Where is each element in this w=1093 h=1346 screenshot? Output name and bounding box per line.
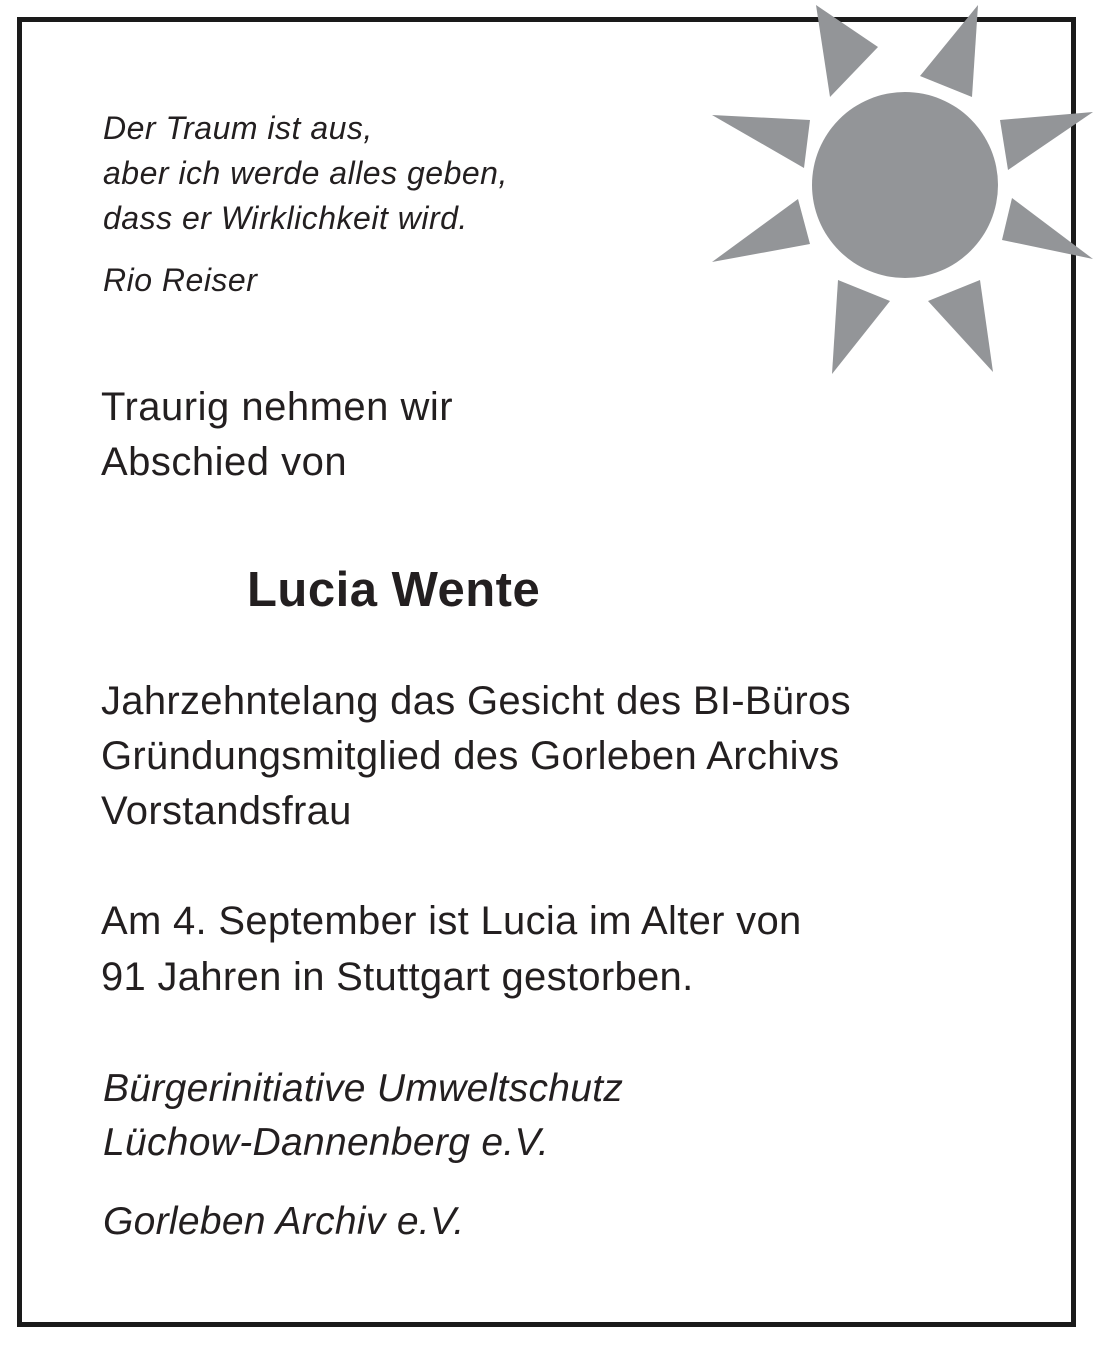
role-line: Vorstandsfrau xyxy=(101,789,352,833)
death-notice xyxy=(101,893,802,1005)
roles-list xyxy=(101,674,851,839)
signatory-archiv: Gorleben Archiv e.V. xyxy=(103,1200,465,1243)
farewell-intro xyxy=(101,380,453,490)
quote-author: Rio Reiser xyxy=(103,262,258,298)
quote-line: dass er Wirklichkeit wird. xyxy=(103,200,468,236)
signatory-line: Lüchow-Dannenberg e.V. xyxy=(103,1121,549,1164)
role-line: Jahrzehntelang das Gesicht des BI-Büros xyxy=(101,679,851,723)
signatory-line: Bürgerinitiative Umweltschutz xyxy=(103,1067,624,1110)
role-line: Gründungsmitglied des Gorleben Archivs xyxy=(101,734,840,778)
intro-line: Abschied von xyxy=(101,440,348,484)
quote-line: aber ich werde alles geben, xyxy=(103,155,508,191)
quote-line: Der Traum ist aus, xyxy=(103,110,373,146)
signatory-bi xyxy=(103,1062,623,1170)
death-notice-line: Am 4. September ist Lucia im Alter von xyxy=(101,899,802,943)
sun-icon xyxy=(710,2,1093,374)
quote-block xyxy=(103,106,508,241)
deceased-name: Lucia Wente xyxy=(247,563,541,617)
intro-line: Traurig nehmen wir xyxy=(101,385,454,429)
death-notice-line: 91 Jahren in Stuttgart gestorben. xyxy=(101,955,694,999)
